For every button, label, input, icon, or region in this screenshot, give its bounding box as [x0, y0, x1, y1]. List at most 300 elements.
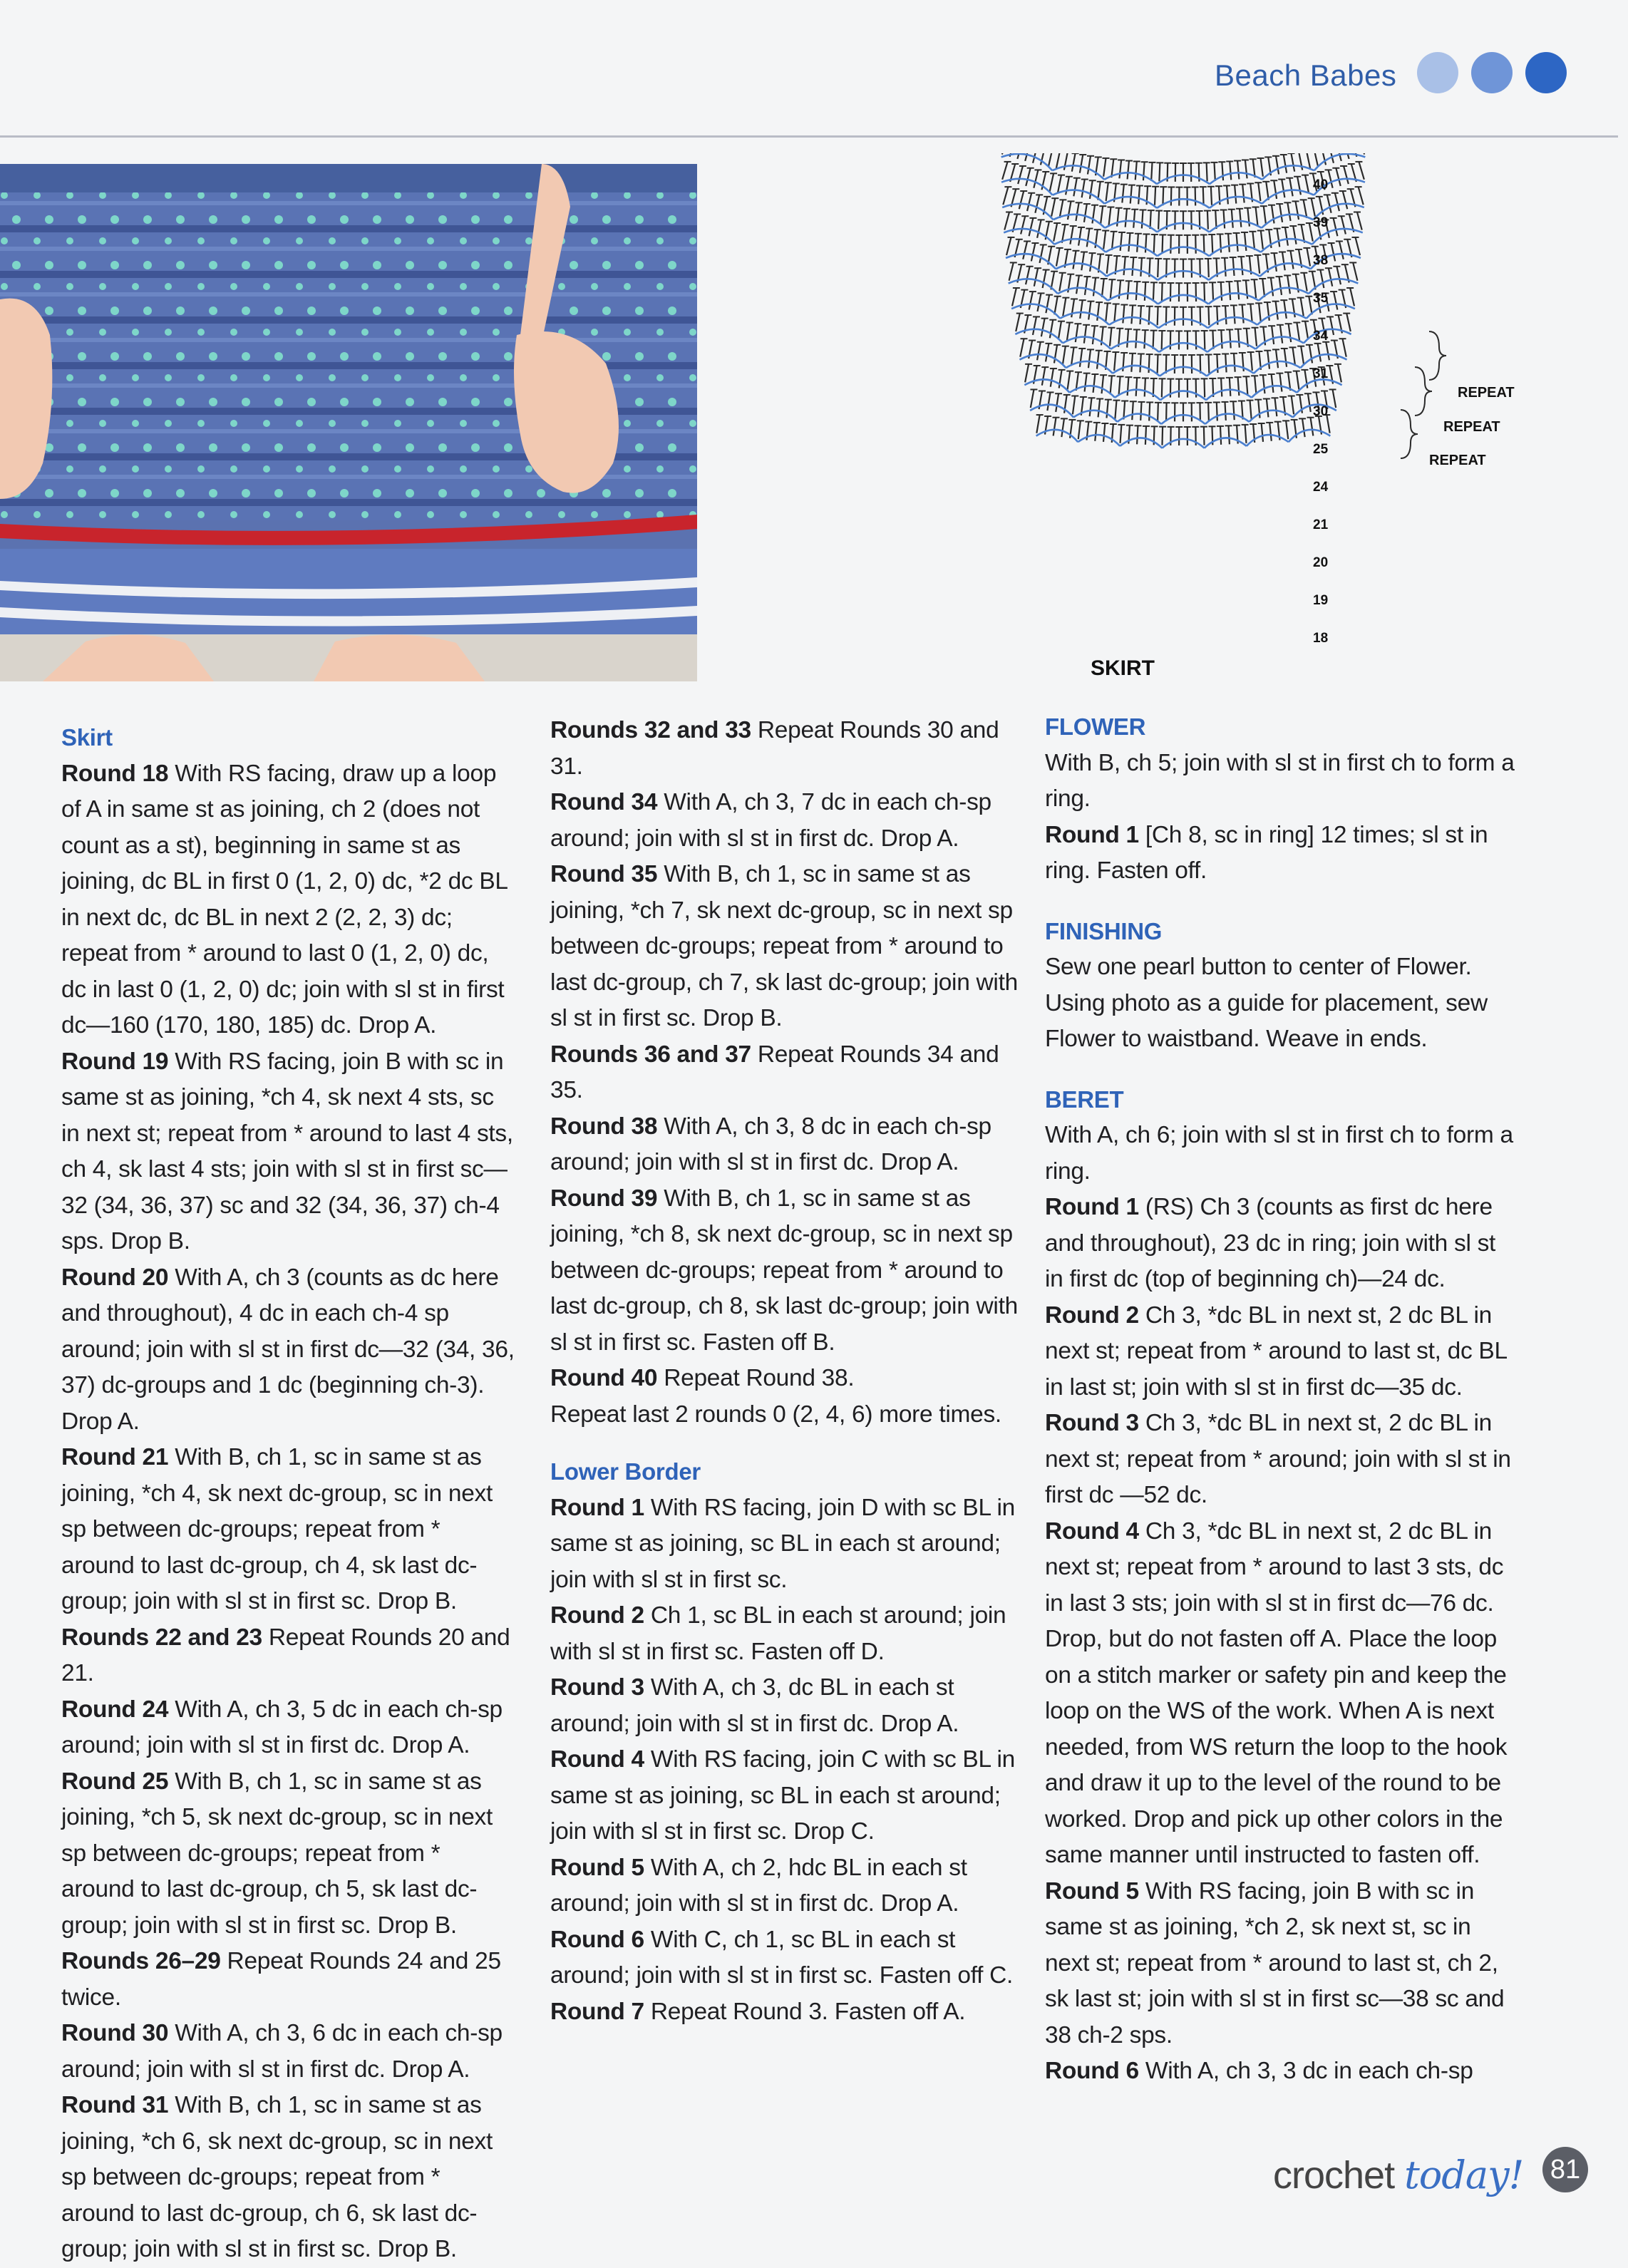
border-round-7: Round 7 Repeat Round 3. Fasten off A. — [550, 1994, 1021, 2031]
chart-dc-stitch — [1142, 210, 1143, 229]
chart-chain-arc — [1208, 293, 1259, 304]
chart-dc-stitch — [1276, 349, 1278, 368]
chart-dc-stitch — [1334, 218, 1338, 236]
chart-dc-stitch — [1050, 173, 1053, 191]
chart-dc-stitch — [1359, 153, 1364, 155]
border-round-5: Round 5 With A, ch 2, hdc BL in each st around; join with sl st in first dc. Drop A. — [550, 1850, 1021, 1922]
chart-dc-stitch — [1072, 153, 1076, 172]
chart-dc-stitch — [1241, 257, 1242, 275]
chart-dc-stitch — [1053, 223, 1057, 242]
chart-dc-stitch — [1304, 273, 1307, 292]
text-column-3 — [1045, 709, 1515, 2090]
chart-dc-stitch — [1023, 241, 1027, 259]
chart-dc-stitch — [1262, 423, 1263, 442]
round-19: Round 19 With RS facing, join B with sc in same st as joining, *ch 4, sk next 4 sts, sc in next st; repeat from * around to last 4 sts, ch 4, sk last 4 sts; join with sl st in first sc—32 (34, 36, 37) sc and 32 (34, 36, 37) ch-4 sps. Drop B. — [61, 1044, 517, 1260]
chart-dc-stitch — [1085, 373, 1087, 392]
border-round-6: Round 6 With C, ch 1, sc BL in each st around; join with sl st in first sc. Fasten off C. — [550, 1922, 1021, 1994]
chart-dc-stitch — [1293, 226, 1296, 244]
border-round-3: Round 3 With A, ch 3, dc BL in each st around; join with sl st in first dc. Drop A. — [550, 1670, 1021, 1742]
chart-dc-stitch — [1043, 270, 1046, 289]
chart-dc-stitch — [1237, 281, 1239, 299]
chart-dc-stitch — [1084, 204, 1087, 222]
chart-dc-stitch — [1034, 268, 1038, 286]
chart-dc-stitch — [1097, 351, 1099, 369]
chart-dc-stitch — [1336, 267, 1341, 284]
chart-dc-stitch — [1095, 423, 1097, 441]
chart-dc-stitch — [1114, 352, 1116, 371]
chart-chain-arc — [1158, 295, 1209, 304]
chart-dc-stitch — [1343, 191, 1347, 209]
chart-dc-stitch — [1309, 297, 1312, 315]
beret-round-5: Round 5 With RS facing, join B with sc in same st as joining, *ch 2, sk next st, sc in next st; repeat from * around to last st, ch 2, sk last st; join with sl st in first sc—38 sc and 38 ch-2 sps. — [1045, 1874, 1515, 2054]
chart-dc-stitch — [1144, 330, 1145, 349]
chart-dc-stitch — [1297, 323, 1299, 341]
chart-svg — [727, 153, 1525, 681]
chart-dc-stitch — [1245, 160, 1247, 178]
chart-round-label: 38 — [1313, 253, 1328, 268]
chart-dc-stitch — [1257, 255, 1259, 274]
chart-dc-stitch — [1093, 326, 1095, 344]
chart-dc-stitch — [1102, 279, 1104, 297]
lower-border-heading: Lower Border — [550, 1454, 1021, 1490]
chart-dc-stitch — [1026, 267, 1030, 284]
chart-dc-stitch — [1238, 329, 1240, 348]
chart-dc-stitch — [1223, 210, 1225, 229]
chart-dc-stitch — [1073, 251, 1076, 269]
chart-dc-stitch — [1234, 354, 1235, 372]
chart-dc-stitch — [1025, 364, 1029, 383]
chart-dc-stitch — [1203, 187, 1204, 205]
chart-dc-stitch — [1221, 282, 1222, 301]
chart-dc-stitch — [1012, 288, 1016, 306]
chart-dc-stitch — [1334, 292, 1337, 309]
chart-dc-stitch — [1307, 153, 1310, 168]
chart-dc-stitch — [1088, 156, 1091, 175]
chart-dc-stitch — [1287, 202, 1290, 221]
chart-dc-stitch — [1357, 212, 1362, 230]
chart-dc-stitch — [1274, 180, 1277, 199]
chart-dc-stitch — [1209, 355, 1210, 373]
chart-dc-stitch — [1137, 426, 1138, 444]
chart-dc-stitch — [1029, 292, 1033, 309]
chart-dc-stitch — [1053, 418, 1056, 436]
chart-dc-stitch — [1282, 252, 1285, 271]
chart-dc-stitch — [1037, 220, 1041, 237]
chart-dc-stitch — [1085, 277, 1087, 295]
chart-dc-stitch — [1018, 166, 1023, 184]
chart-dc-stitch — [1234, 305, 1235, 324]
chart-dc-stitch — [1261, 231, 1263, 249]
chart-round-label: 21 — [1313, 517, 1329, 532]
chart-dc-stitch — [1031, 243, 1036, 261]
chart-dc-stitch — [1269, 423, 1272, 441]
chart-dc-stitch — [1214, 163, 1215, 181]
chart-dc-stitch — [1128, 281, 1129, 299]
chart-dc-stitch — [1204, 234, 1205, 253]
chart-dc-stitch — [1233, 401, 1235, 420]
chart-dc-stitch — [1020, 339, 1024, 356]
chart-dc-stitch — [1076, 275, 1079, 294]
chart-chain-arc — [1157, 199, 1210, 208]
flower-heading: FLOWER — [1045, 709, 1515, 746]
chart-dc-stitch — [1279, 277, 1282, 295]
chart-round-label: 35 — [1313, 291, 1329, 306]
chart-dc-stitch — [1078, 227, 1081, 246]
beret-intro: With A, ch 6; join with sl st in first ch to form a ring. — [1045, 1118, 1515, 1190]
chart-dc-stitch — [1056, 393, 1058, 412]
chart-dc-stitch — [1204, 283, 1205, 301]
chart-dc-stitch — [1080, 300, 1083, 319]
chart-dc-stitch — [1310, 418, 1313, 436]
chart-dc-stitch — [1101, 206, 1103, 225]
chart-round-label: 34 — [1313, 329, 1329, 344]
chart-dc-stitch — [1284, 300, 1287, 319]
chart-dc-stitch — [1274, 398, 1277, 416]
chart-dc-stitch — [1098, 399, 1101, 418]
beret-round-1: Round 1 (RS) Ch 3 (counts as first dc here and throughout), 23 dc in ring; join with sl st in first dc (top of beginning ch)—24 dc. — [1045, 1190, 1515, 1298]
chart-dc-stitch — [1284, 155, 1287, 173]
chart-dc-stitch — [1330, 316, 1334, 335]
chart-dc-stitch — [1059, 273, 1062, 292]
chart-dc-stitch — [1280, 325, 1282, 344]
chart-dc-stitch — [1299, 153, 1302, 170]
chart-chain-arc — [1036, 430, 1078, 442]
chart-dc-stitch — [1212, 282, 1213, 301]
chart-dc-stitch — [1229, 426, 1230, 444]
chart-dc-stitch — [1329, 268, 1332, 286]
beret-heading: BERET — [1045, 1082, 1515, 1118]
chart-dc-stitch — [1314, 153, 1318, 167]
chart-dc-stitch — [1242, 185, 1244, 203]
chart-dc-stitch — [1287, 275, 1290, 294]
chart-dc-stitch — [1090, 398, 1092, 416]
header-dot-dark — [1525, 52, 1567, 93]
chart-dc-stitch — [1230, 161, 1231, 180]
chart-dc-stitch — [1019, 191, 1024, 209]
chart-dc-stitch — [1054, 297, 1057, 315]
chart-dc-stitch — [1114, 304, 1116, 323]
chart-dc-stitch — [1016, 314, 1020, 331]
chart-dc-stitch — [1080, 349, 1082, 367]
chart-dc-stitch — [1292, 347, 1295, 366]
chart-dc-stitch — [1128, 161, 1129, 180]
chart-dc-stitch — [1070, 226, 1073, 244]
chart-dc-stitch — [1145, 426, 1146, 445]
chart-dc-stitch — [1252, 232, 1255, 250]
chart-dc-stitch — [1158, 211, 1159, 230]
round-31: Round 31 With B, ch 1, sc in same st as joining, *ch 6, sk next dc-group, sc in next sp between dc-groups; repeat from * around to last dc-group, ch 6, sk last dc-group; join with sl st in first sc. Drop B. — [61, 2088, 517, 2268]
chart-round-label: 19 — [1313, 593, 1328, 608]
chart-repeat-brace — [1415, 367, 1432, 416]
text-column-2 — [550, 713, 1021, 2030]
chart-chain-arc — [1209, 245, 1261, 257]
chart-dc-stitch — [1255, 376, 1256, 394]
chart-dc-stitch — [1051, 368, 1053, 387]
chart-dc-stitch — [1119, 160, 1121, 178]
chart-chain-arc — [1024, 379, 1069, 392]
chart-dc-stitch — [1221, 330, 1222, 349]
chart-dc-stitch — [1143, 162, 1145, 180]
chart-dc-stitch — [1027, 193, 1031, 211]
chart-dc-stitch — [1208, 403, 1209, 421]
chart-dc-stitch — [1245, 232, 1246, 251]
beret-round-4: Round 4 Ch 3, *dc BL in next st, 2 dc BL in next st; repeat from * around to last 3 sts, dc in last 3 sts; join with sl st in first dc—76 dc. Drop, but do not fasten off A. Place the loop on a stitch marker or safety pin and keep the loop on the WS of the work. When A is next needed, from WS return the loop to the hook and draw it up to the level of the round to be worked. Drop and pick up other colors in the same manner until instructed to fasten off. — [1045, 1514, 1515, 1874]
chart-dc-stitch — [1037, 342, 1041, 361]
chart-dc-stitch — [1272, 374, 1274, 393]
chart-dc-stitch — [1350, 288, 1354, 306]
chart-dc-stitch — [1286, 421, 1288, 439]
chart-chain-arc — [1053, 190, 1105, 204]
skirt-photo — [0, 164, 697, 681]
beret-round-2: Round 2 Ch 3, *dc BL in next st, 2 dc BL in next st; repeat from * around to last st, dc BL in last st; join with sl st in first dc—35 dc. — [1045, 1298, 1515, 1406]
chart-dc-stitch — [1031, 389, 1034, 408]
chart-dc-stitch — [1258, 182, 1260, 201]
chart-dc-stitch — [1353, 262, 1357, 280]
chart-chain-arc — [1289, 430, 1331, 442]
chart-dc-stitch — [1136, 282, 1138, 300]
chart-dc-stitch — [1208, 259, 1209, 277]
chart-dc-stitch — [1267, 351, 1269, 369]
chart-dc-stitch — [1247, 208, 1250, 227]
chart-repeat-label: REPEAT — [1443, 419, 1500, 435]
chart-dc-stitch — [1305, 321, 1308, 340]
chart-dc-stitch — [1064, 153, 1068, 170]
chart-dc-stitch — [1140, 402, 1141, 421]
chart-round-label: 30 — [1313, 404, 1328, 419]
chart-dc-stitch — [1131, 305, 1133, 324]
chart-dc-stitch — [1233, 257, 1235, 276]
chart-dc-stitch — [1225, 354, 1226, 373]
chart-dc-stitch — [1041, 319, 1045, 337]
chart-dc-stitch — [1333, 389, 1336, 408]
magazine-brand: crochet today! — [1273, 2153, 1523, 2197]
skirt-heading: Skirt — [61, 720, 517, 756]
chart-dc-stitch — [1130, 185, 1132, 204]
chart-dc-stitch — [1056, 248, 1060, 267]
finishing-heading: FINISHING — [1045, 914, 1515, 950]
chart-dc-stitch — [1125, 209, 1127, 227]
chart-dc-stitch — [1123, 305, 1124, 324]
chart-dc-stitch — [1295, 201, 1299, 220]
chart-dc-stitch — [1071, 299, 1074, 317]
chart-dc-stitch — [1061, 418, 1064, 437]
chart-dc-stitch — [1279, 373, 1282, 392]
chart-dc-stitch — [1106, 182, 1108, 201]
chart-dc-stitch — [1135, 161, 1137, 180]
chart-dc-stitch — [1200, 355, 1201, 373]
chart-dc-stitch — [1308, 393, 1311, 412]
text-column-1 — [61, 720, 517, 2268]
chart-dc-stitch — [1036, 415, 1039, 433]
round-18: Round 18 With RS facing, draw up a loop of A in same st as joining, ch 2 (does not count as a st), beginning in same st as joining, dc BL in first 0 (1, 2, 0) dc, *2 dc BL in next dc, dc BL in next 2 (2, 2, 3) dc; repeat from * around to last 0 (1, 2, 0) dc, dc in last 0 (1, 2, 0) dc; join with sl st in first dc—160 (170, 180, 185) dc. Drop A. — [61, 756, 517, 1044]
chart-dc-stitch — [1232, 210, 1233, 228]
chart-dc-stitch — [1228, 234, 1230, 252]
chart-dc-stitch — [1103, 158, 1106, 177]
chart-dc-stitch — [1084, 325, 1086, 344]
chart-dc-stitch — [1098, 182, 1100, 200]
chart-dc-stitch — [1003, 187, 1008, 205]
chart-dc-stitch — [1128, 377, 1129, 396]
header-dot-medium — [1471, 52, 1513, 93]
round-40: Round 40 Repeat Round 38. — [550, 1361, 1021, 1397]
chart-dc-stitch — [1235, 185, 1236, 204]
chart-repeat-brace — [1401, 410, 1418, 458]
chart-dc-stitch — [1297, 177, 1301, 195]
chart-dc-stitch — [1227, 185, 1228, 204]
chart-dc-stitch — [1151, 163, 1152, 181]
chart-dc-stitch — [1326, 342, 1329, 361]
chart-chain-arc — [1210, 221, 1262, 232]
chart-dc-stitch — [1076, 202, 1078, 221]
chart-round-label: 20 — [1313, 555, 1328, 570]
chart-dc-stitch — [1088, 349, 1091, 368]
beret-round-6: Round 6 With A, ch 3, 3 dc in each ch-sp — [1045, 2053, 1515, 2090]
chart-dc-stitch — [1009, 262, 1014, 280]
chart-dc-stitch — [1237, 161, 1239, 180]
chart-dc-stitch — [1290, 251, 1293, 269]
header-dot-light — [1417, 52, 1458, 93]
chart-dc-stitch — [1004, 212, 1009, 230]
chart-dc-stitch — [1220, 426, 1221, 445]
chart-dc-stitch — [1272, 326, 1274, 344]
chart-dc-stitch — [1073, 178, 1076, 197]
running-header-title: Beach Babes — [1215, 58, 1396, 93]
chart-dc-stitch — [1229, 282, 1230, 300]
chart-chain-arc — [1207, 366, 1254, 376]
chart-dc-stitch — [1222, 162, 1223, 180]
chart-dc-stitch — [1135, 329, 1137, 348]
chart-dc-stitch — [1103, 423, 1105, 442]
chart-dc-stitch — [1212, 331, 1213, 349]
chart-dc-stitch — [1047, 392, 1050, 411]
round-30: Round 30 With A, ch 3, 6 dc in each ch-sp around; join with sl st in first dc. Drop A. — [61, 2016, 517, 2088]
chart-chain-arc — [1262, 215, 1314, 228]
chart-dc-stitch — [1260, 158, 1262, 177]
chart-dc-stitch — [1038, 293, 1041, 311]
chart-dc-stitch — [1090, 253, 1092, 272]
chart-round-label: 18 — [1313, 631, 1328, 646]
chart-dc-stitch — [1153, 282, 1154, 301]
rounds-36-37: Rounds 36 and 37 Repeat Rounds 34 and 35. — [550, 1037, 1021, 1109]
chart-dc-stitch — [1159, 163, 1160, 181]
round-20: Round 20 With A, ch 3 (counts as dc here and throughout), 4 dc in each ch-4 sp around; join with sl st in first dc—32 (34, 36, 37) dc-groups and 1 dc (beginning ch-3). Drop A. — [61, 1260, 517, 1440]
chart-dc-stitch — [1289, 324, 1292, 342]
chart-dc-stitch — [1346, 314, 1351, 331]
chart-dc-stitch — [1204, 427, 1205, 445]
chart-dc-stitch — [1255, 279, 1257, 298]
chart-dc-stitch — [1090, 180, 1093, 199]
chart-dc-stitch — [1355, 237, 1359, 255]
chart-dc-stitch — [1132, 401, 1133, 420]
chart-dc-stitch — [1081, 252, 1084, 271]
chart-dc-stitch — [1068, 201, 1071, 220]
chart-chain-arc — [1158, 247, 1210, 257]
chart-dc-stitch — [1237, 233, 1238, 252]
chart-dc-stitch — [1338, 364, 1341, 383]
chart-dc-stitch — [1140, 306, 1141, 324]
chart-chain-arc — [1205, 438, 1247, 448]
chart-dc-stitch — [1297, 371, 1299, 390]
chart-chain-arc — [1063, 337, 1111, 349]
chart-dc-stitch — [1103, 231, 1106, 249]
flower-intro: With B, ch 5; join with sl st in first ch to form a ring. — [1045, 746, 1515, 818]
chart-dc-stitch — [1215, 210, 1216, 229]
chart-dc-stitch — [1266, 182, 1268, 200]
chart-dc-stitch — [1140, 258, 1142, 277]
chart-dc-stitch — [1122, 185, 1123, 203]
chart-chain-arc — [1120, 438, 1162, 448]
chart-dc-stitch — [1102, 375, 1104, 393]
chart-dc-stitch — [1327, 195, 1331, 212]
round-24: Round 24 With A, ch 3, 5 dc in each ch-sp around; join with sl st in first dc. Drop A. — [61, 1692, 517, 1764]
round-25: Round 25 With B, ch 1, sc in same st as joining, *ch 5, sk next dc-group, sc in next sp between dc-groups; repeat from * around to last dc-group, ch 5, sk last dc-group; join with sl st in first sc. Drop B. — [61, 1764, 517, 1944]
chart-dc-stitch — [1344, 166, 1349, 184]
chart-dc-stitch — [1106, 303, 1108, 321]
chart-dc-stitch — [1115, 401, 1116, 419]
chart-dc-stitch — [1021, 216, 1025, 234]
chart-dc-stitch — [1211, 187, 1212, 205]
round-39: Round 39 With B, ch 1, sc in same st as joining, *ch 8, sk next dc-group, sc in next sp between dc-groups; repeat from * around to last dc-group, ch 8, sk last dc-group; join with sl st in first sc. Fasten off B. — [550, 1181, 1021, 1361]
chart-dc-stitch — [1109, 207, 1111, 226]
chart-dc-stitch — [1312, 198, 1315, 216]
chart-dc-stitch — [1154, 234, 1155, 253]
chart-chain-arc — [1162, 439, 1204, 448]
finishing-text: Sew one pearl button to center of Flower. Using photo as a guide for placement, sew Flower to waistband. Weave in ends. — [1045, 949, 1515, 1058]
chart-dc-stitch — [1162, 427, 1163, 445]
chart-dc-stitch — [1029, 218, 1034, 236]
chart-dc-stitch — [1336, 168, 1340, 186]
chart-dc-stitch — [1329, 170, 1333, 187]
border-round-2: Round 2 Ch 1, sc BL in each st around; join with sl st in first sc. Fasten off D. — [550, 1598, 1021, 1670]
chart-dc-stitch — [1331, 243, 1336, 261]
chart-dc-stitch — [1359, 187, 1364, 205]
chart-repeat-label: REPEAT — [1458, 385, 1515, 401]
skirt-crochet-chart — [727, 153, 1525, 681]
chart-chain-arc — [1053, 215, 1106, 228]
chart-chain-arc — [1247, 435, 1289, 446]
chart-chain-arc — [1159, 343, 1207, 352]
chart-dc-stitch — [1208, 306, 1209, 325]
chart-dc-stitch — [1149, 402, 1150, 421]
round-35: Round 35 With B, ch 1, sc in same st as joining, *ch 7, sk next dc-group, sc in next sp between dc-groups; repeat from * around to last dc-group, ch 7, sk last dc-group; join with sl st in first sc. Drop B. — [550, 857, 1021, 1037]
chart-dc-stitch — [1153, 331, 1154, 349]
chart-dc-stitch — [1073, 396, 1075, 414]
chart-dc-stitch — [1056, 153, 1060, 168]
chart-chain-arc — [1106, 245, 1158, 257]
chart-dc-stitch — [1034, 170, 1038, 187]
chart-dc-stitch — [1063, 346, 1066, 365]
chart-dc-stitch — [1058, 175, 1061, 193]
chart-dc-stitch — [1162, 331, 1163, 349]
chart-dc-stitch — [1111, 376, 1112, 394]
chart-dc-stitch — [1042, 367, 1045, 386]
chart-dc-stitch — [1127, 329, 1128, 348]
chart-dc-stitch — [1301, 346, 1304, 365]
chart-round-label: 39 — [1313, 215, 1328, 230]
chart-dc-stitch — [1250, 304, 1252, 323]
chart-chain-arc — [1297, 379, 1342, 392]
chart-dc-stitch — [1002, 153, 1008, 155]
chart-dc-stitch — [1138, 185, 1140, 204]
chart-dc-stitch — [1046, 344, 1049, 362]
chart-dc-stitch — [1204, 378, 1205, 397]
chart-dc-stitch — [1359, 162, 1364, 180]
chart-dc-stitch — [1251, 352, 1252, 371]
chart-round-label: 40 — [1313, 177, 1328, 192]
flower-round-1: Round 1 [Ch 8, sc in ring] 12 times; sl st in ring. Fasten off. — [1045, 818, 1515, 890]
chart-repeat-label: REPEAT — [1429, 453, 1486, 468]
rounds-22-23: Rounds 22 and 23 Repeat Rounds 20 and 21. — [61, 1620, 517, 1692]
